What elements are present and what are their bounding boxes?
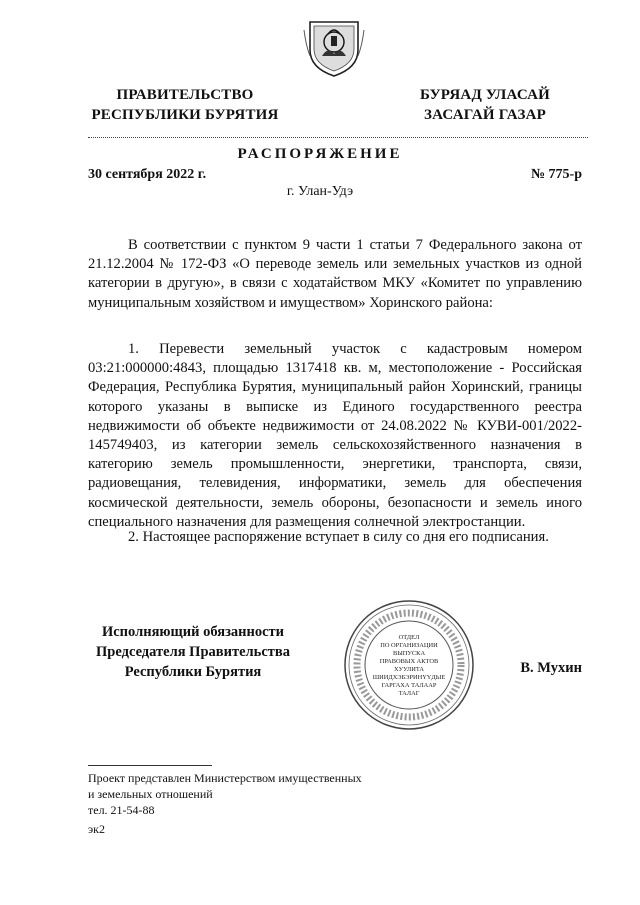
signatory-name: В. Мухин <box>520 660 582 676</box>
header-right-line2: ЗАСАГАЙ ГАЗАР <box>424 107 546 123</box>
signatory-position <box>88 622 298 682</box>
header-right-line1: БУРЯАД УЛАСАЙ <box>419 87 551 103</box>
seal-text-line6: ШИИДХЭБЭРИНҮҮДЫЕ <box>372 674 446 681</box>
footer-line1: Проект представлен Министерством имущественных <box>88 771 362 785</box>
seal-text-line8: ТАЛАГ <box>398 690 420 697</box>
signatory-position-line2: Председателя Правительства <box>96 644 290 660</box>
government-name-bua <box>370 85 600 125</box>
footer-divider <box>88 765 212 766</box>
official-seal-icon <box>342 598 476 732</box>
footer-note <box>88 770 362 818</box>
item-2-paragraph: 2. Настоящее распоряжение вступает в силу со дня его подписания. <box>128 529 549 545</box>
seal-text-line7: ГАРГАХА ТАЛААР <box>381 682 437 689</box>
header-left-line2: РЕСПУБЛИКИ БУРЯТИЯ <box>91 107 279 123</box>
document-date: 30 сентября 2022 г. <box>88 167 207 182</box>
government-name-ru <box>60 85 310 125</box>
signatory-position-line1: Исполняющий обязанности <box>101 624 285 640</box>
signatory-position-line3: Республики Бурятия <box>124 664 262 680</box>
footer-phone: тел. 21-54-88 <box>88 803 155 817</box>
footer-code: эк2 <box>88 822 105 836</box>
header-divider <box>88 137 588 138</box>
header-left-line1: ПРАВИТЕЛЬСТВО <box>116 87 254 103</box>
footer-line2: и земельных отношений <box>88 787 213 801</box>
coat-of-arms-icon <box>300 16 368 78</box>
preamble-paragraph: В соответствии с пунктом 9 части 1 статьи 7 Федерального закона от 21.12.2004 № 172-ФЗ «О переводе земель или земельных участков из одной категории в другую», в связи с ходатайством МКУ «Комитет по управлению муниципальным хозяйством и имуществом» Хоринского района: <box>88 237 582 311</box>
item-1-paragraph: 1. Перевести земельный участок с кадастровым номером 03:21:000000:4843, площадью 1317418 кв. м, местоположение - Российская Федерация, Республика Бурятия, муниципальный район Хоринский, границы которого указаны в выписке из Единого государственного реестра недвижимости об объекте недвижимости от 24.08.2022 № КУВИ-001/2022-145749403, из категории земель сельскохозяйственного назначения в категорию земель промышленности, энергетики, транспорта, связи, радиовещания, телевидения, информатики, земель для обеспечения космической деятельности, земель обороны, безопасности и земель иного специального назначения для размещения солнечной электростанции. <box>88 341 582 530</box>
seal-text-line4: ПРАВОВЫХ АКТОВ <box>379 658 439 665</box>
seal-text-line1: ОТДЕЛ <box>398 634 420 641</box>
document-city: г. Улан-Удэ <box>286 184 354 199</box>
seal-text-line3: ВЫПУСКА <box>392 650 426 657</box>
seal-text-line5: ХУУЛИТА <box>393 666 425 673</box>
document-number: № 775-р <box>530 167 582 182</box>
seal-text-line2: ПО ОРГАНИЗАЦИИ <box>380 642 438 649</box>
document-type: РАСПОРЯЖЕНИЕ <box>237 146 403 162</box>
